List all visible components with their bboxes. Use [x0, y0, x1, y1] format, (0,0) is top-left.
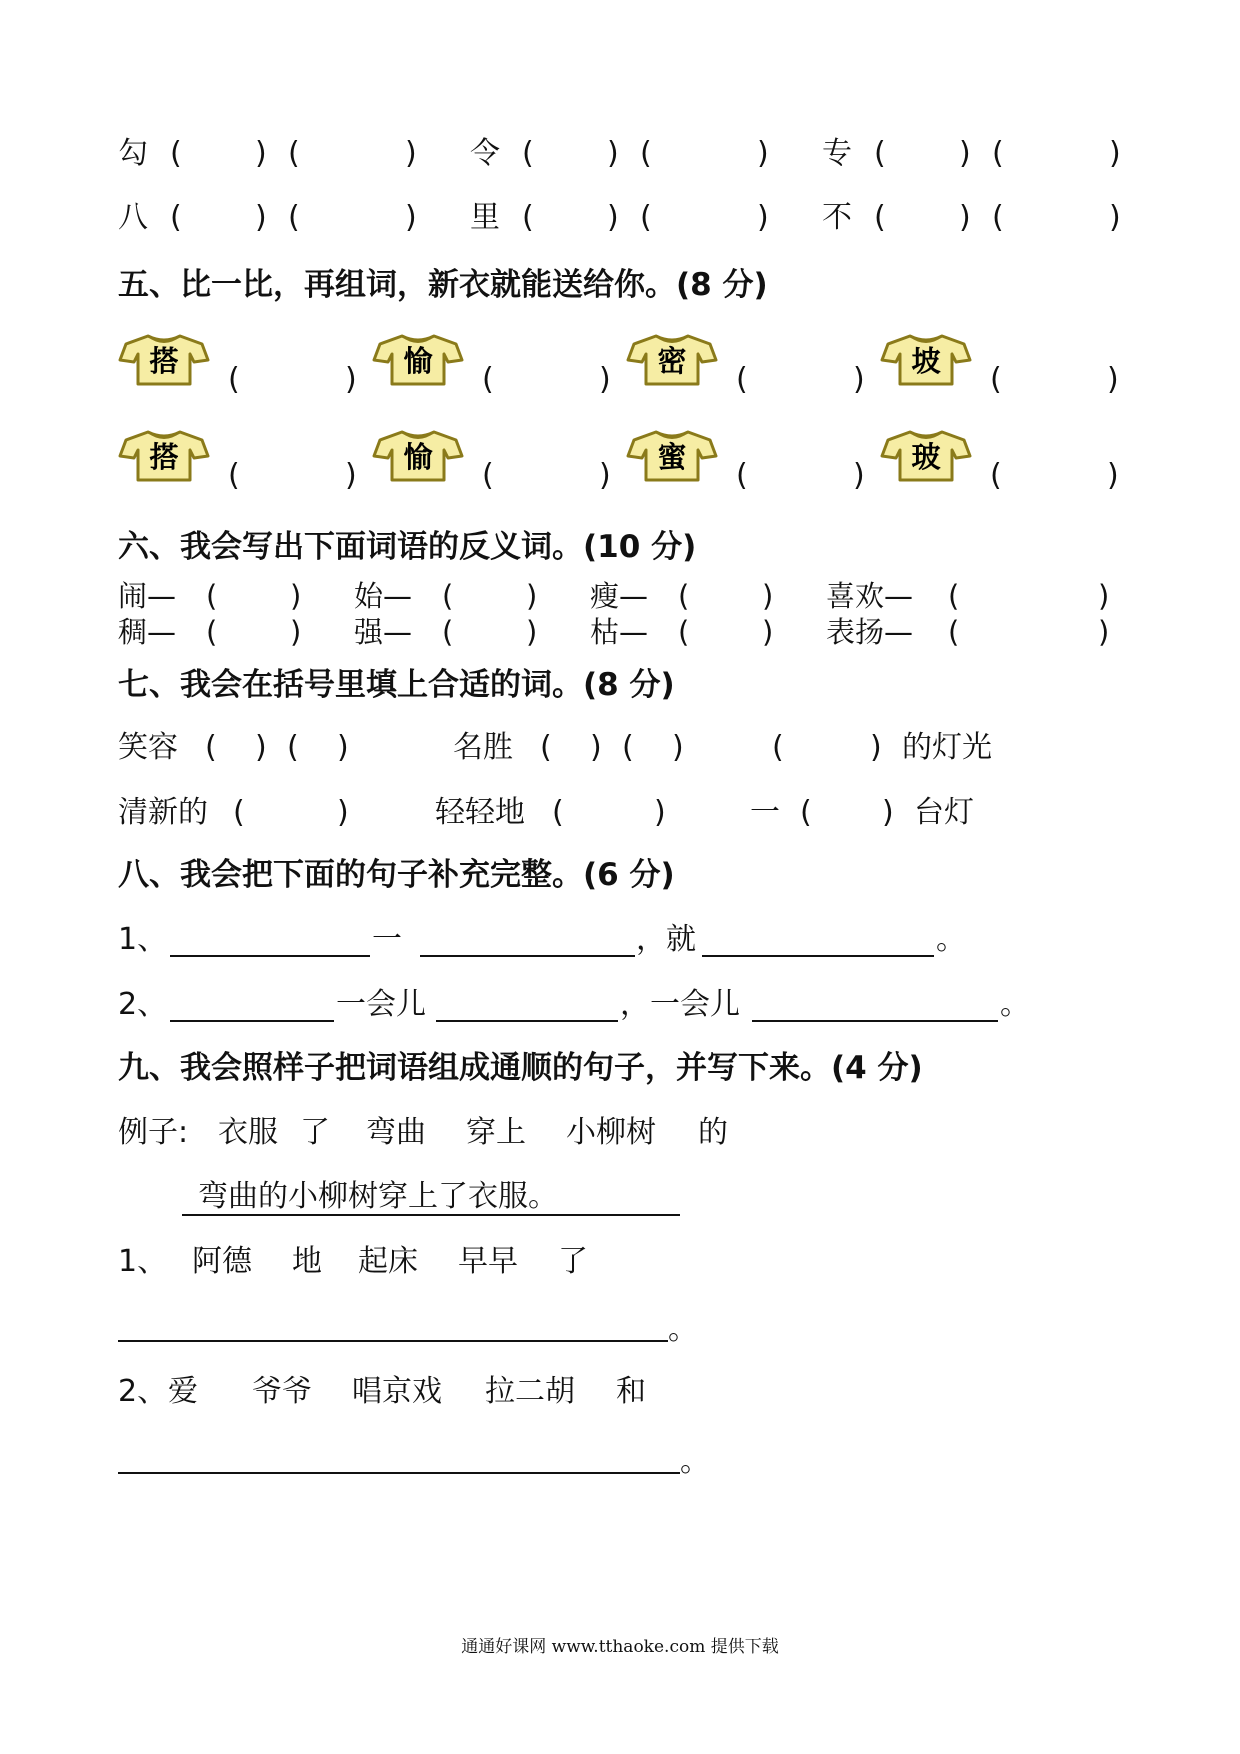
- sentence-connector: 一会儿: [336, 987, 426, 1022]
- paren-open: (: [948, 615, 960, 649]
- paren-open: (: [522, 200, 534, 235]
- paren-close: ): [672, 730, 684, 765]
- paren-close: ): [345, 458, 357, 493]
- paren-open: (: [287, 730, 299, 765]
- question-word: 地: [292, 1244, 322, 1279]
- shirt-icon: [880, 330, 972, 388]
- question-number: 2、: [118, 1374, 168, 1409]
- antonym-word: 表扬—: [826, 615, 914, 649]
- paren-open: (: [678, 579, 690, 613]
- example-label: 例子:: [118, 1115, 189, 1150]
- sentence-number: 1、: [118, 922, 168, 957]
- question-1: [0, 1242, 1240, 1292]
- blank-line[interactable]: [436, 1020, 618, 1022]
- paren-close: ): [882, 795, 894, 830]
- question-word: 早早: [458, 1244, 518, 1279]
- paren-open: (: [482, 362, 494, 397]
- paren-close: ): [290, 615, 302, 649]
- answer-line[interactable]: [118, 1340, 668, 1342]
- paren-open: (: [233, 795, 245, 830]
- fill-row-1: [0, 728, 1240, 778]
- paren-close: ): [959, 136, 971, 171]
- paren-close: ): [526, 615, 538, 649]
- fill-row-2: [0, 793, 1240, 843]
- paren-close: ): [526, 579, 538, 613]
- paren-open: (: [992, 136, 1004, 171]
- char-5: 里: [470, 200, 500, 235]
- fill-word: 笑容: [118, 730, 178, 765]
- paren-close: ): [853, 362, 865, 397]
- question-number: 1、: [118, 1244, 168, 1279]
- question-word: 阿德: [192, 1244, 252, 1279]
- paren-open: (: [992, 200, 1004, 235]
- paren-open: (: [228, 458, 240, 493]
- shirt-char: 搭: [149, 344, 179, 378]
- sentence-end: 。: [1000, 987, 1030, 1022]
- sentence-connector: 一: [372, 922, 402, 957]
- question-word: 了: [558, 1244, 588, 1279]
- antonym-word: 强—: [354, 615, 413, 649]
- example-word: 穿上: [466, 1115, 526, 1150]
- antonym-word: 枯—: [590, 615, 649, 649]
- paren-open: (: [442, 579, 454, 613]
- sentence-end: 。: [936, 922, 966, 957]
- char-6: 不: [822, 200, 852, 235]
- paren-close: ): [290, 579, 302, 613]
- shirt-char: 密: [657, 344, 687, 378]
- paren-open: (: [874, 200, 886, 235]
- section7-heading: 七、我会在括号里填上合适的词。(8 分): [118, 667, 675, 703]
- paren-open: (: [540, 730, 552, 765]
- blank-line[interactable]: [170, 955, 370, 957]
- char-2: 令: [470, 136, 500, 171]
- fill-word: 台灯: [914, 795, 974, 830]
- example-word: 的: [698, 1115, 728, 1150]
- footer-credit: 通通好课网 www.tthaoke.com 提供下载: [461, 1637, 779, 1657]
- paren-close: ): [1109, 200, 1121, 235]
- blank-line[interactable]: [170, 1020, 334, 1022]
- example-underline: [182, 1214, 680, 1216]
- example-word: 小柳树: [566, 1115, 656, 1150]
- paren-close: ): [607, 136, 619, 171]
- question-2: [0, 1372, 1240, 1422]
- paren-open: (: [874, 136, 886, 171]
- paren-close: ): [762, 615, 774, 649]
- section5-heading: 五、比一比，再组词，新衣就能送给你。(8 分): [118, 267, 768, 303]
- section9-heading: 九、我会照样子把词语组成通顺的句子，并写下来。(4 分): [118, 1050, 923, 1086]
- char-4: 八: [118, 200, 148, 235]
- paren-open: (: [948, 579, 960, 613]
- paren-close: ): [345, 362, 357, 397]
- paren-open: (: [482, 458, 494, 493]
- paren-close: ): [337, 730, 349, 765]
- paren-close: ): [959, 200, 971, 235]
- antonym-word: 稠—: [118, 615, 177, 649]
- question-word: 拉二胡: [485, 1374, 575, 1409]
- paren-open: (: [228, 362, 240, 397]
- paren-close: ): [405, 136, 417, 171]
- sentence-connector: ，就: [636, 922, 696, 957]
- question-word: 起床: [358, 1244, 418, 1279]
- section6-heading: 六、我会写出下面词语的反义词。(10 分): [118, 529, 697, 565]
- example-word: 衣服: [218, 1115, 278, 1150]
- question-word: 爷爷: [252, 1374, 312, 1409]
- shirt-char: 愉: [403, 440, 433, 474]
- antonym-word: 始—: [354, 579, 413, 613]
- paren-open: (: [622, 730, 634, 765]
- paren-open: (: [678, 615, 690, 649]
- paren-close: ): [1107, 362, 1119, 397]
- group-row-2: [0, 198, 1240, 248]
- shirt-char: 玻: [911, 440, 941, 474]
- shirt-icon: [372, 330, 464, 388]
- answer-end: 。: [668, 1312, 698, 1347]
- paren-close: ): [1098, 579, 1110, 613]
- paren-close: ): [853, 458, 865, 493]
- blank-line[interactable]: [702, 955, 934, 957]
- example-answer: 弯曲的小柳树穿上了衣服。: [198, 1179, 558, 1214]
- paren-open: (: [640, 136, 652, 171]
- fill-word: 的灯光: [902, 730, 992, 765]
- shirt-icon: [118, 330, 210, 388]
- paren-close: ): [255, 730, 267, 765]
- paren-open: (: [206, 615, 218, 649]
- paren-open: (: [206, 579, 218, 613]
- paren-open: (: [772, 730, 784, 765]
- antonym-word: 喜欢—: [826, 579, 914, 613]
- paren-open: (: [736, 362, 748, 397]
- paren-open: (: [288, 136, 300, 171]
- question-word: 和: [616, 1374, 646, 1409]
- paren-open: (: [990, 458, 1002, 493]
- paren-open: (: [552, 795, 564, 830]
- paren-close: ): [757, 136, 769, 171]
- sentence-number: 2、: [118, 987, 168, 1022]
- shirt-icon: [626, 426, 718, 484]
- fill-word: 名胜: [453, 730, 513, 765]
- example-row: [0, 1113, 1240, 1163]
- shirt-icon: [372, 426, 464, 484]
- blank-line[interactable]: [752, 1020, 998, 1022]
- paren-close: ): [337, 795, 349, 830]
- paren-open: (: [736, 458, 748, 493]
- example-word: 了: [300, 1115, 330, 1150]
- fill-word: 轻轻地: [435, 795, 525, 830]
- example-word: 弯曲: [366, 1115, 426, 1150]
- paren-open: (: [170, 200, 182, 235]
- paren-close: ): [599, 362, 611, 397]
- answer-line[interactable]: [118, 1472, 680, 1474]
- shirt-char: 坡: [911, 344, 941, 378]
- question-word: 唱京戏: [352, 1374, 442, 1409]
- paren-close: ): [1107, 458, 1119, 493]
- shirt-char: 搭: [149, 440, 179, 474]
- paren-close: ): [590, 730, 602, 765]
- paren-open: (: [640, 200, 652, 235]
- char-1: 勾: [118, 136, 148, 171]
- char-3: 专: [822, 136, 852, 171]
- answer-end: 。: [680, 1444, 710, 1479]
- group-row-1: [0, 134, 1240, 184]
- antonym-word: 瘦—: [590, 579, 649, 613]
- paren-close: ): [654, 795, 666, 830]
- shirt-icon: [118, 426, 210, 484]
- paren-open: (: [205, 730, 217, 765]
- section8-heading: 八、我会把下面的句子补充完整。(6 分): [118, 857, 675, 893]
- paren-close: ): [1109, 136, 1121, 171]
- question-word: 爱: [168, 1374, 198, 1409]
- fill-word: 清新的: [118, 795, 208, 830]
- shirt-char: 蜜: [657, 440, 687, 474]
- paren-close: ): [762, 579, 774, 613]
- paren-open: (: [288, 200, 300, 235]
- paren-open: (: [800, 795, 812, 830]
- shirt-char: 愉: [403, 344, 433, 378]
- paren-open: (: [522, 136, 534, 171]
- paren-open: (: [442, 615, 454, 649]
- paren-open: (: [170, 136, 182, 171]
- antonym-row-2: [0, 613, 1240, 663]
- paren-close: ): [757, 200, 769, 235]
- paren-close: ): [405, 200, 417, 235]
- sentence-connector: ，一会儿: [620, 987, 740, 1022]
- paren-close: ): [607, 200, 619, 235]
- paren-close: ): [1098, 615, 1110, 649]
- paren-close: ): [870, 730, 882, 765]
- paren-close: ): [599, 458, 611, 493]
- paren-open: (: [990, 362, 1002, 397]
- paren-close: ): [255, 200, 267, 235]
- blank-line[interactable]: [420, 955, 635, 957]
- paren-close: ): [255, 136, 267, 171]
- antonym-word: 闹—: [118, 579, 177, 613]
- shirt-icon: [880, 426, 972, 484]
- shirt-icon: [626, 330, 718, 388]
- fill-word: 一: [750, 795, 780, 830]
